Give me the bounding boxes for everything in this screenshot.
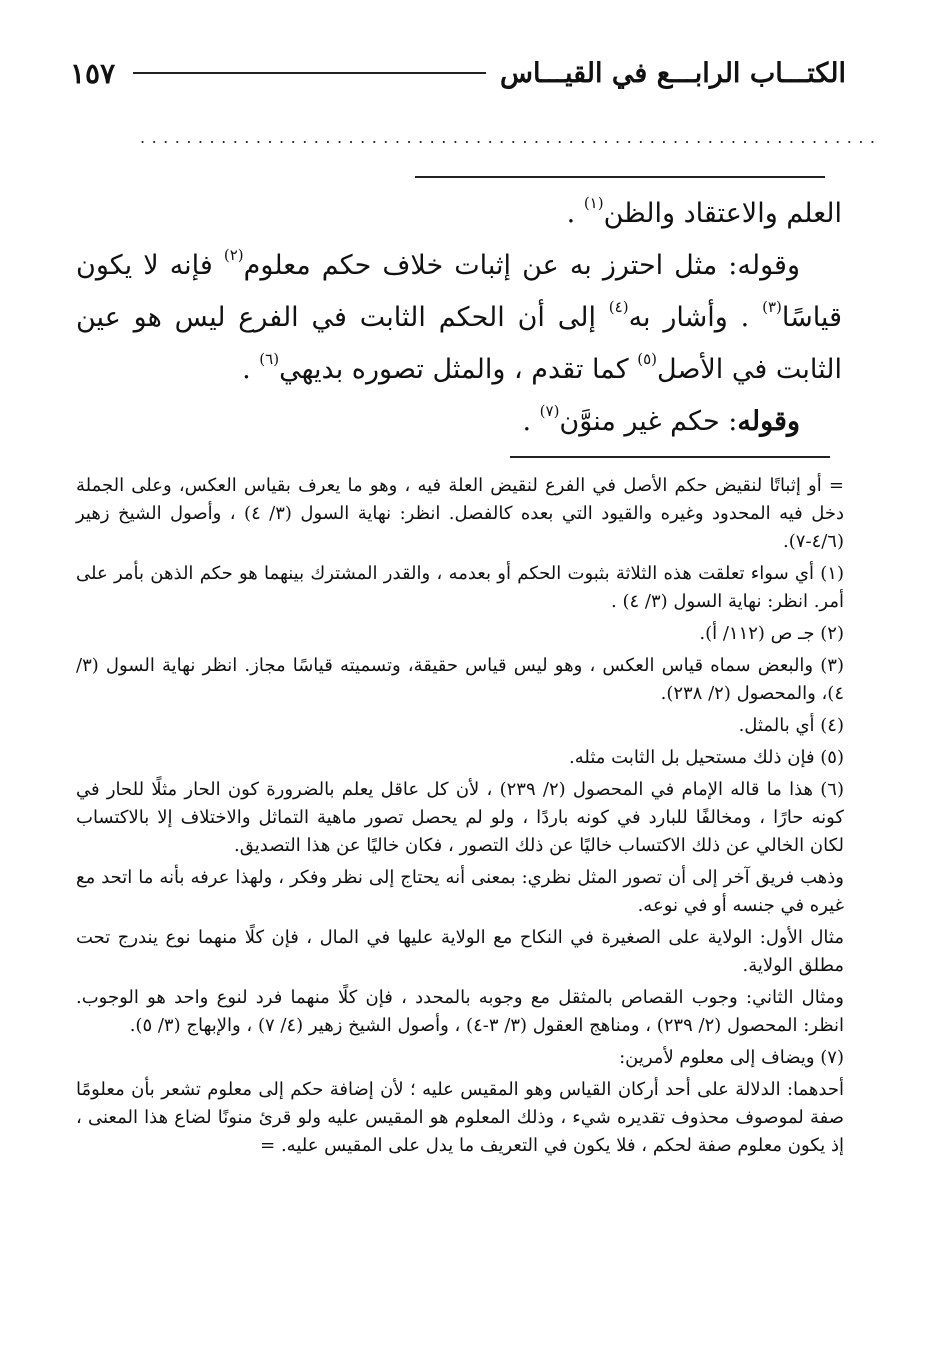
running-header <box>70 48 846 98</box>
footnote-ref-2: (٢) <box>223 246 244 264</box>
footnote-1: (١) أي سواء تعلقت هذه الثلاثة بثبوت الحكم أو بعدمه ، والقدر المشترك بينهما هو حكم الذهن بأمر على أمر. انظر: نهاية السول (٣/ ٤) . <box>76 563 844 612</box>
section-rule <box>415 176 825 178</box>
footnote-6-para-4: ومثال الثاني: وجوب القصاص بالمثقل مع وجوبه بالمحدد ، فإن كلًا منهما فرد لنوع واحد هو الوجوب. انظر: المحصول (٢/ ٢٣٩) ، ومناهج العقول (٣/ ٣-٤) ، وأصول الشيخ زهير (٤/ ٧) ، والإبهاج (٣/ ٥). <box>76 987 844 1036</box>
main-text <box>76 188 842 448</box>
footnote-7: (٧) ويضاف إلى معلوم لأمرين: <box>619 1047 844 1068</box>
footnote-6: (٦) هذا ما قاله الإمام في المحصول (٢/ ٢٣٩) ، لأن كل عاقل يعلم بالضرورة كون الحار مثلًا للحار في كونه حارًا ، ومخالفًا للبارد في كونه باردًا ، ولو لم يحصل تصور ماهية التماثل والاختلاف إلا بالاكتساب لكان الخالي عن ذلك الاكتساب خاليًا عن ذلك التصور ، فكان خاليًا عن هذا التصديق. <box>76 779 844 856</box>
footnote-ref-7: (٧) <box>539 402 560 420</box>
footnote-ref-5: (٥) <box>637 350 658 368</box>
header-rule <box>133 72 486 74</box>
footnote-7-para-2: أحدهما: الدلالة على أحد أركان القياس وهو المقيس عليه ؛ لأن إضافة حكم إلى معلوم تشعر بأن معلومًا صفة لموصوف محذوف تقديره شيء ، وذلك المعلوم هو المقيس عليه ولو قرئ منونًا لضاع هذا المعنى ، إذ يكون معلوم صفة لحكم ، فلا يكون في التعريف ما يدل على المقيس عليه. = <box>76 1079 844 1156</box>
footnote-3: (٣) والبعض سماه قياس العكس ، وهو ليس قياس حقيقة، وتسميته قياسًا مجاز. انظر نهاية السول (٣/ ٤)، والمحصول (٢/ ٢٣٨). <box>76 655 844 704</box>
paragraph-2: وقوله: مثل احترز به عن إثبات خلاف حكم معلوم$^{(٢)}$ فإنه لا يكون قياسًا$^{(٣)}$ . وأشار به$^{(٤)}$ إلى أن الحكم الثابت في الفرع ليس هو عين الثابت في الأصل$^{(٥)}$ كما تقدم ، والمثل تصوره بديهي$^{(٦)}$ . <box>76 246 842 385</box>
footnote-6-para-3: مثال الأول: الولاية على الصغيرة في النكاح مع الولاية عليها في المال ، فإن كلًا منهما نوع يندرج تحت مطلق الولاية. <box>76 927 844 976</box>
page-number: ١٥٧ <box>70 56 116 90</box>
footnote-ref-6: (٦) <box>259 350 280 368</box>
footnote-2: (٢) جـ ص (١١٢/ أ). <box>699 623 844 644</box>
ellipsis-dots: ................................................................ <box>140 128 882 147</box>
footnote-ref-3: (٣) <box>762 298 782 316</box>
footnote-5: (٥) فإن ذلك مستحيل بل الثابت مثله. <box>569 747 844 768</box>
footnote-ref-1: (١) <box>583 194 604 212</box>
paragraph-3: وقوله: حكم غير منوَّن$^{(٧)}$ . <box>522 402 800 437</box>
footnote-separator <box>510 456 830 458</box>
footnote-6-para-2: وذهب فريق آخر إلى أن تصور المثل نظري: بمعنى أنه يحتاج إلى نظر وفكر ، ولهذا عرفه بأنه ما اتحد مع غيره في جنسه أو في نوعه. <box>76 867 844 916</box>
paragraph-1: العلم والاعتقاد والظن$^{(١)}$ . <box>566 194 842 229</box>
chapter-title: الكتـــاب الرابـــع في القيـــاس <box>500 57 846 89</box>
footnote-continued: = أو إثباتًا لنقيض حكم الأصل في الفرع لنقيض العلة فيه ، وهو ما يعرف بقياس العكس، وعلى الجملة دخل فيه المحدود وغيره والقيود التي بعده كالفصل. انظر: نهاية السول (٣/ ٤) ، وأصول الشيخ زهير (٤/٦-٧). <box>76 475 844 552</box>
footnote-4: (٤) أي بالمثل. <box>738 715 844 736</box>
footnotes <box>76 472 844 1164</box>
footnote-ref-4: (٤) <box>608 298 629 316</box>
